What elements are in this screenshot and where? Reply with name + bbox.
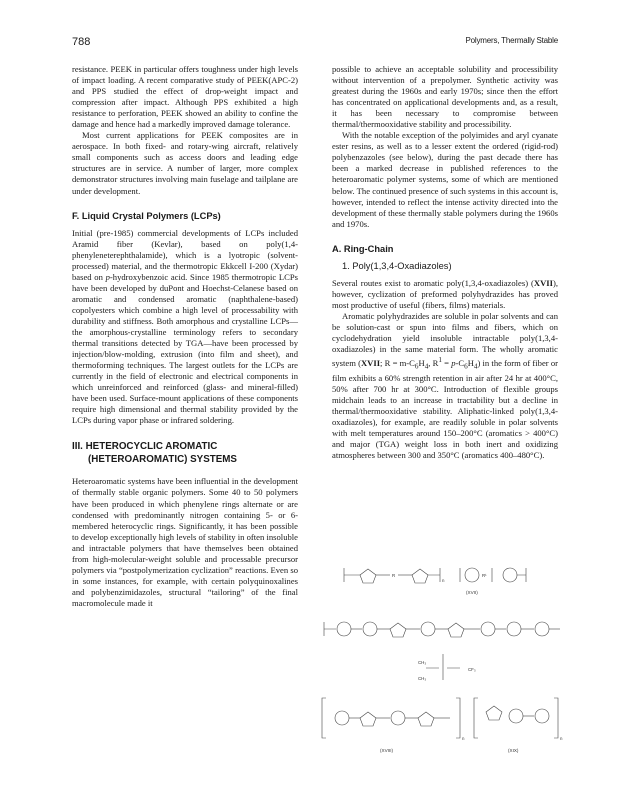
structure-xvii <box>344 568 526 595</box>
r1-label: R¹ <box>482 573 487 578</box>
heading-line: III. HETEROCYCLIC AROMATIC <box>72 441 218 453</box>
n-subscript: n <box>462 736 465 741</box>
substituent-block <box>418 654 476 681</box>
n-subscript: n <box>442 578 445 583</box>
figure-label: (XVIII) <box>380 748 394 753</box>
running-head: Polymers, Thermally Stable <box>465 36 558 45</box>
r-label: R <box>392 573 396 578</box>
cf3-label: CF₃ <box>468 667 476 672</box>
ch3-label: CH₃ <box>418 676 427 681</box>
heading-line: (HETEROAROMATIC) SYSTEMS <box>88 453 237 465</box>
page-number: 788 <box>72 36 91 48</box>
structure-xix <box>322 698 563 753</box>
ch3-label: CH₃ <box>418 660 427 665</box>
paragraph: possible to achieve an acceptable solubility and processibility without intervention of a prepolymer. Synthetic activity was greatest during the 1960s and early 1970s; since then the effort has concentrated on applicational developments and, as a result, it has been necessary to compromise between thermal/thermooxidative stability and processibility. <box>332 64 558 130</box>
section-heading: F. Liquid Crystal Polymers (LCPs) <box>72 210 221 221</box>
structure-xviii <box>324 622 560 637</box>
paragraph: Heteroaromatic systems have been influential in the development of thermally stable organic polymers. Some 40 to 50 polymers have been produced in which phenylene rings alternate or are condensed with predominantly nitrogen containing 5- or 6-membered heterocyclic rings. Significantly, it has been possible to develop exceptionally high levels of stability in often insoluble and intractable polymers that have themselves been obtained from high-molecular-weight soluble and processable precursor polymers via “postpolymerization cyclization” reactions. Even so in some instances, for example, with certain polyquinoxalines and polybenzimidazoles, structural “tailoring” of the final macromolecule made it <box>72 476 298 608</box>
paragraph: resistance. PEEK in particular offers toughness under high levels of impact loading. A recent comparative study of PEEK(APC-2) and PPS studied the effect of drop-weight impact and compression after impact. Although PPS exhibited a high resistance to perforation, PEEK showed an ability to confine the damage and hence had a markedly improved damage tolerance. <box>72 64 298 130</box>
subsection-heading: 1. Poly(1,3,4-Oxadiazoles) <box>342 260 452 271</box>
paragraph: Several routes exist to aromatic poly(1,3,4-oxadiazoles) (XVII), however, cyclization of preformed polyhydrazides has proved most productive of useful (fibers, films) materials. <box>332 277 558 310</box>
right-column <box>332 64 558 461</box>
page-header <box>72 36 558 52</box>
left-column <box>72 64 298 609</box>
chemical-structures-figure <box>320 556 566 758</box>
figure-label: (XIX) <box>508 748 519 753</box>
paragraph: Aromatic polyhydrazides are soluble in polar solvents and can be solution-cast or spun into films and fibers, which on cyclodehydration yield insoluble intractable poly(1,3,4-oxadiazoles) in the same material form. The wholly aromatic system (XVII; $R = m-C_6H_4$, $R^1 = p-C_6H_4$) in the form of fiber or film exhibits a 60% strength retention in air after 24 hr at 400°C, 50% after 700 hr at 300°C. Introduction of flexible groups midchain leads to an increase in tractability but a decline in thermal/thermooxidative stability. Aliphatic-linked poly(1,3,4-oxadiazoles), for example, are readily soluble in polar solvents with melt temperatures around 150–200°C (aromatics > 400°C) and major (TGA) weight loss in both inert and oxidizing atmospheres between 300 and 350°C (aromatics 400–480°C). <box>332 310 558 460</box>
paragraph: With the notable exception of the polyimides and aryl cyanate ester resins, as well as to a lesser extent the ordered (rigid-rod) polybenzazoles (see below), during the past decade there has been a marked decrease in published references to the heteroaromatic polymer systems, some of which are mentioned below. The continued presence of such systems in this account is, however, intended to reflect the intense activity directed into the development of these thermally stable polymers during the 1960s and 1970s. <box>332 130 558 229</box>
section-heading: A. Ring-Chain <box>332 243 394 254</box>
figure-label: (XVII) <box>466 590 478 595</box>
paragraph: Most current applications for PEEK composites are in aerospace. In both fixed- and rotary-wing aircraft, relatively small components such as access doors and leading edge structures are in service. A number of larger, more complex demonstrator structures involving main fuselage and tailplane are under development. <box>72 130 298 196</box>
n-subscript: n <box>560 736 563 741</box>
paragraph: Initial (pre-1985) commercial developments of LCPs included Aramid fiber (Kevlar), based on poly(1,4-phenyleneterephthalamide), which is a lyotropic (solvent-processed) material, and the thermotropic Ekkcell I-200 (Xydar) based on p-hydroxybenzoic acid. Since 1985 thermotropic LCPs have been developed by duPont and Hoechst-Celanese based on aromatic and condensed aromatic (naphthalene-based) copolyesters which combine a high level of processability with durability and stiffness. Both amorphous and crystalline LCPs—the amorphous-crystalline terminology refers to secondary thermal transitions detected by TGA—have been processed by injection/blow-molding, extrusion (into film and sheet), and thermoforming techniques. The largest outlets for the LCPs are currently in the field of electronic and electrical components in which unreinforced and reinforced (glass- and mineral-filled) have been used. Surface-mount applications of these components require high dimensional and thermal stability provided by the LCPs during vapor phase or infrared soldering. <box>72 227 298 426</box>
section-heading <box>72 441 298 466</box>
